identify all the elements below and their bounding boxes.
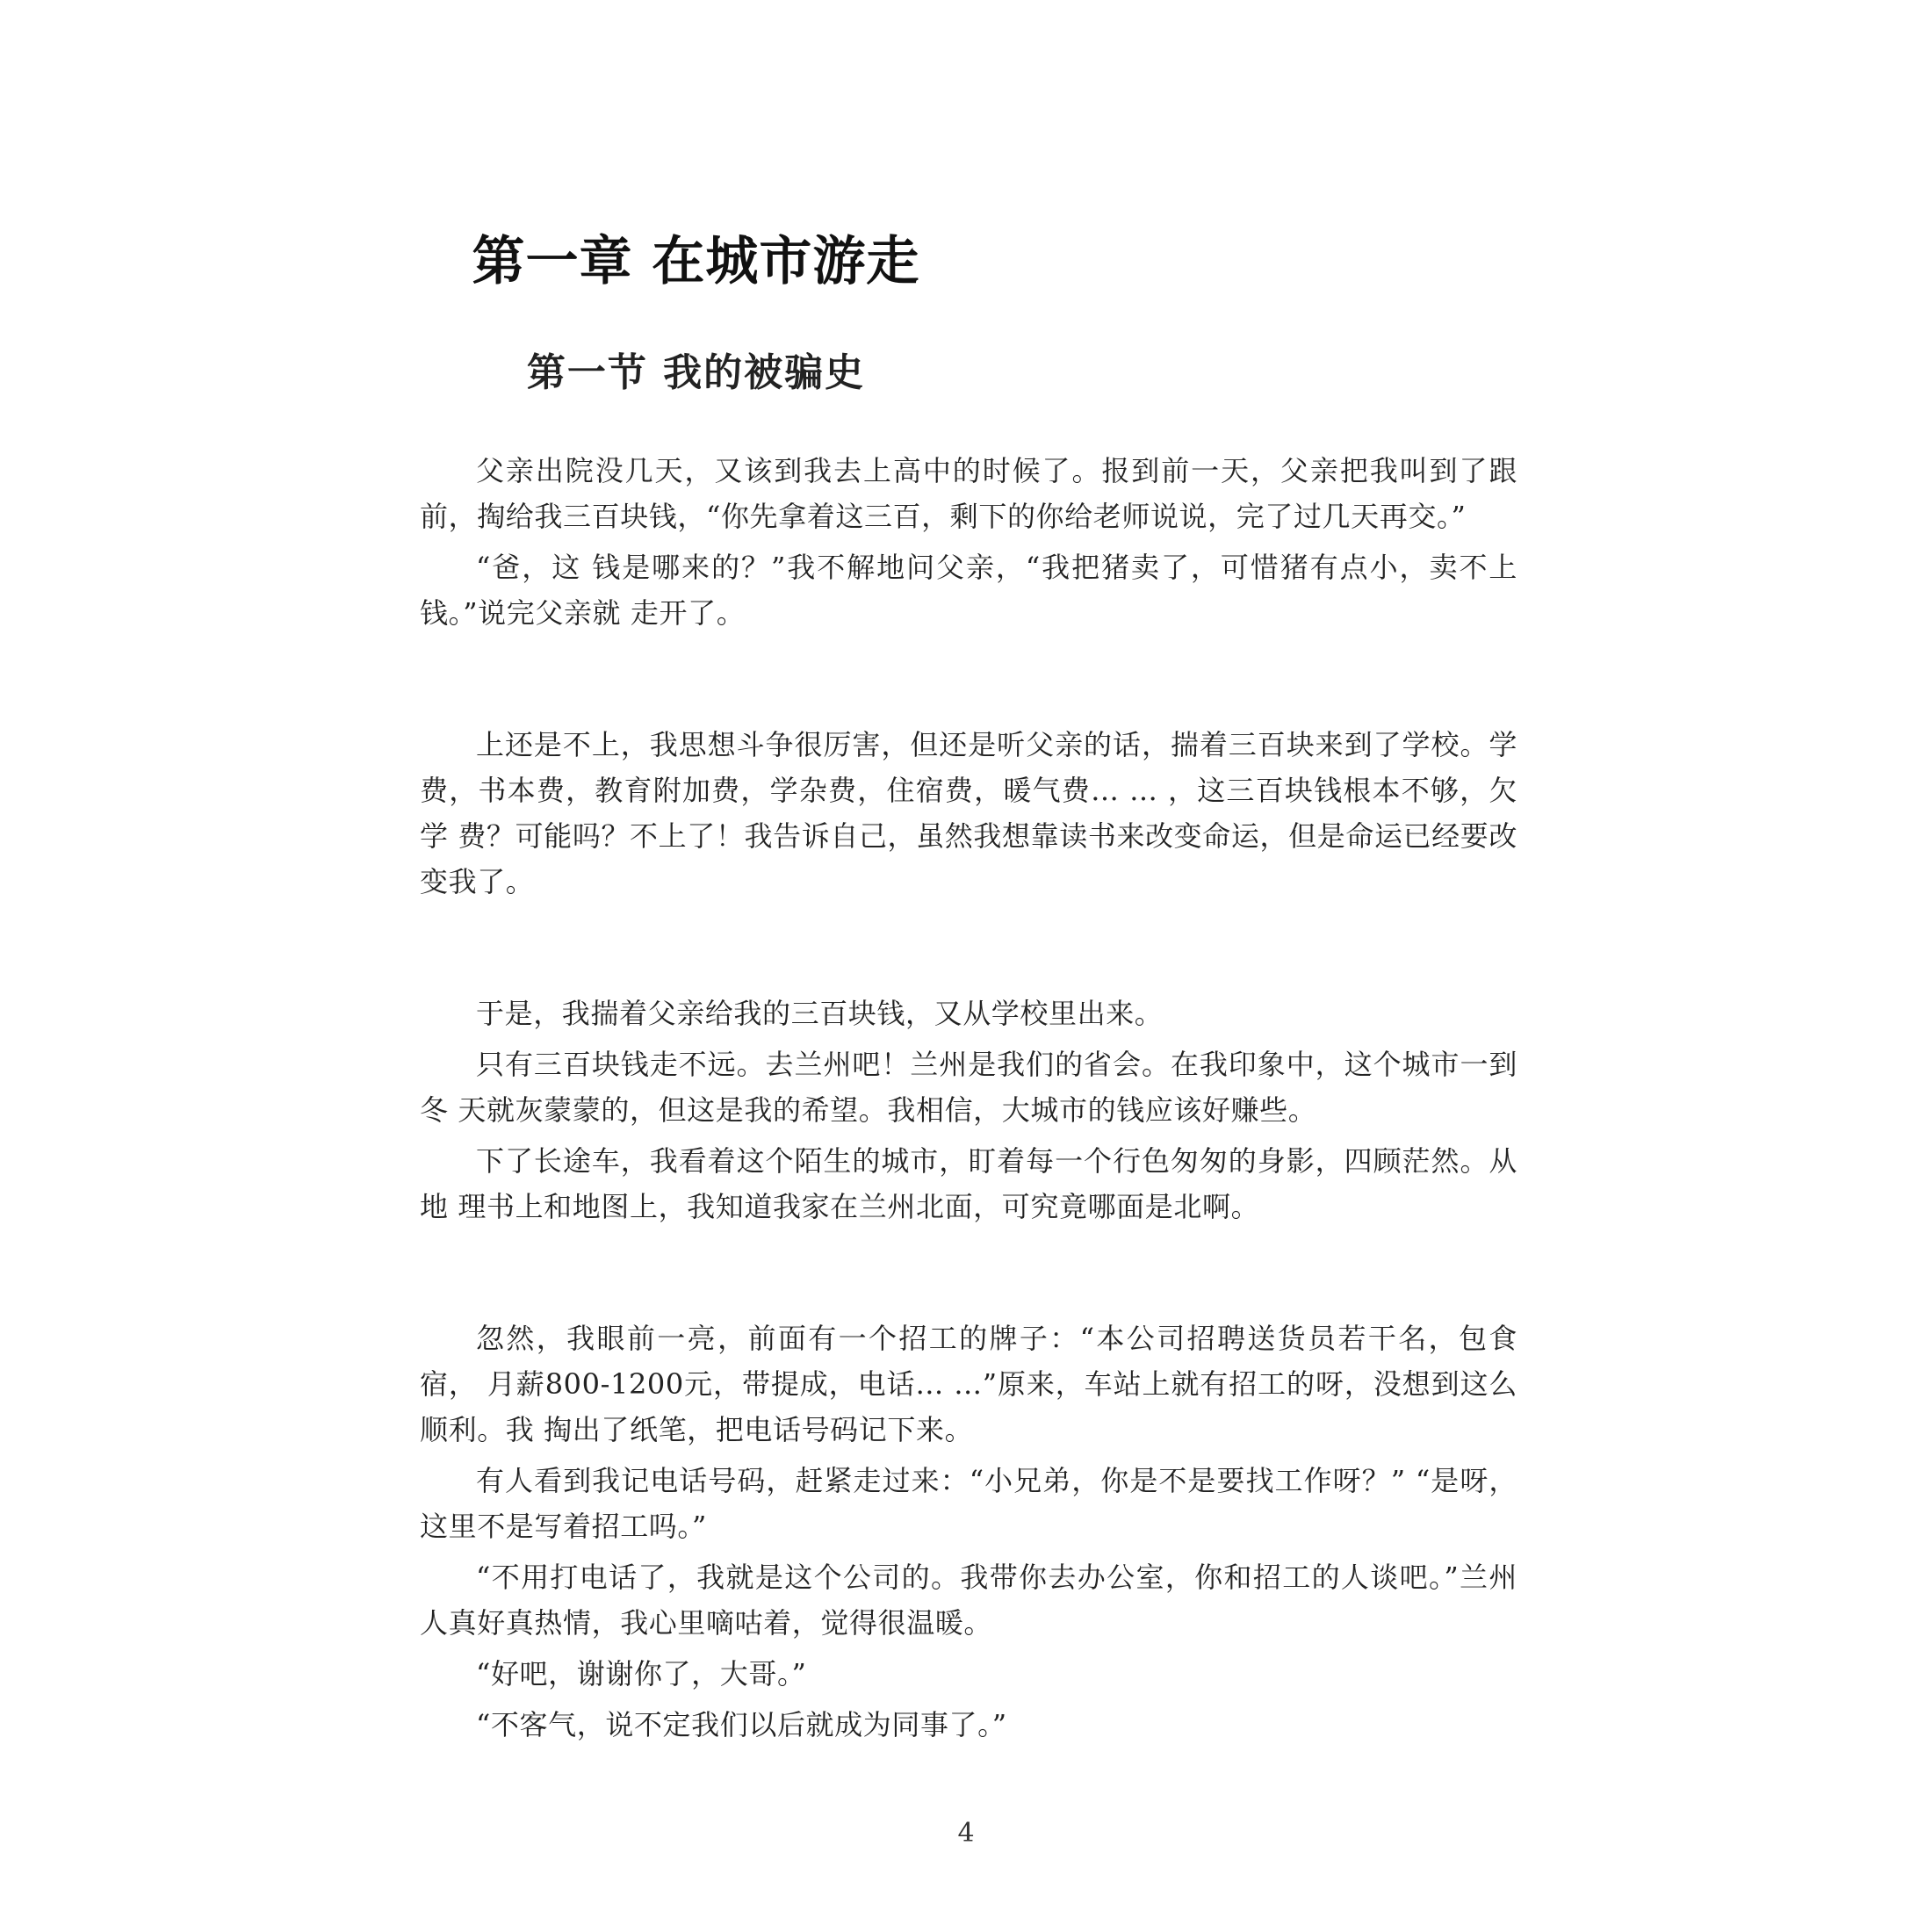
paragraph: 有人看到我记电话号码，赶紧走过来：“小兄弟，你是不是要找工作呀？” “是呀，这里不是写着招工吗。”: [420, 1464, 1517, 1543]
paragraph: 只有三百块钱走不远。去兰州吧！兰州是我们的省会。在我印象中，这个城市一到冬 天就灰蒙蒙的，但这是我的希望。我相信，大城市的钱应该好赚些。: [420, 1048, 1517, 1127]
body-text: [420, 448, 1517, 1753]
paragraph: 父亲出院没几天，又该到我去上高中的时候了。报到前一天，父亲把我叫到了跟前，掏给我三百块钱，“你先拿着这三百，剩下的你给老师说说，完了过几天再交。”: [420, 454, 1517, 533]
paragraph: 于是，我揣着父亲给我的三百块钱，又从学校里出来。: [476, 997, 1164, 1030]
section-title: 第一节 我的被骗史: [526, 350, 866, 395]
paragraph: “好吧，谢谢你了，大哥。”: [476, 1657, 807, 1690]
chapter-title: 第一章 在城市游走: [472, 231, 920, 292]
paragraph: 下了长途车，我看着这个陌生的城市，盯着每一个行色匆匆的身影，四顾茫然。从地 理书上和地图上，我知道我家在兰州北面，可究竟哪面是北啊。: [420, 1144, 1517, 1223]
paragraph: “不客气，说不定我们以后就成为同事了。”: [476, 1708, 1007, 1741]
paragraph: “不用打电话了，我就是这个公司的。我带你去办公室，你和招工的人谈吧。”兰州人真好真热情，我心里嘀咕着，觉得很温暖。: [420, 1561, 1517, 1640]
paragraph: “爸，这 钱是哪来的？”我不解地问父亲，“我把猪卖了，可惜猪有点小，卖不上钱。”说完父亲就 走开了。: [420, 551, 1517, 630]
page-number: 4: [957, 1818, 975, 1849]
paragraph: 忽然，我眼前一亮，前面有一个招工的牌子：“本公司招聘送货员若干名，包食宿， 月薪800-1200元，带提成，电话… …”原来，车站上就有招工的呀，没想到这么顺利。我 掏出了纸笔，把电话号码记下来。: [420, 1322, 1517, 1446]
paragraph: 上还是不上，我思想斗争很厉害，但还是听父亲的话，揣着三百块来到了学校。学费，书本费，教育附加费，学杂费，住宿费，暖气费… … ，这三百块钱根本不够，欠学 费？可能吗？不上了！我告诉自己，虽然我想靠读书来改变命运，但是命运已经要改变我了。: [420, 728, 1517, 898]
